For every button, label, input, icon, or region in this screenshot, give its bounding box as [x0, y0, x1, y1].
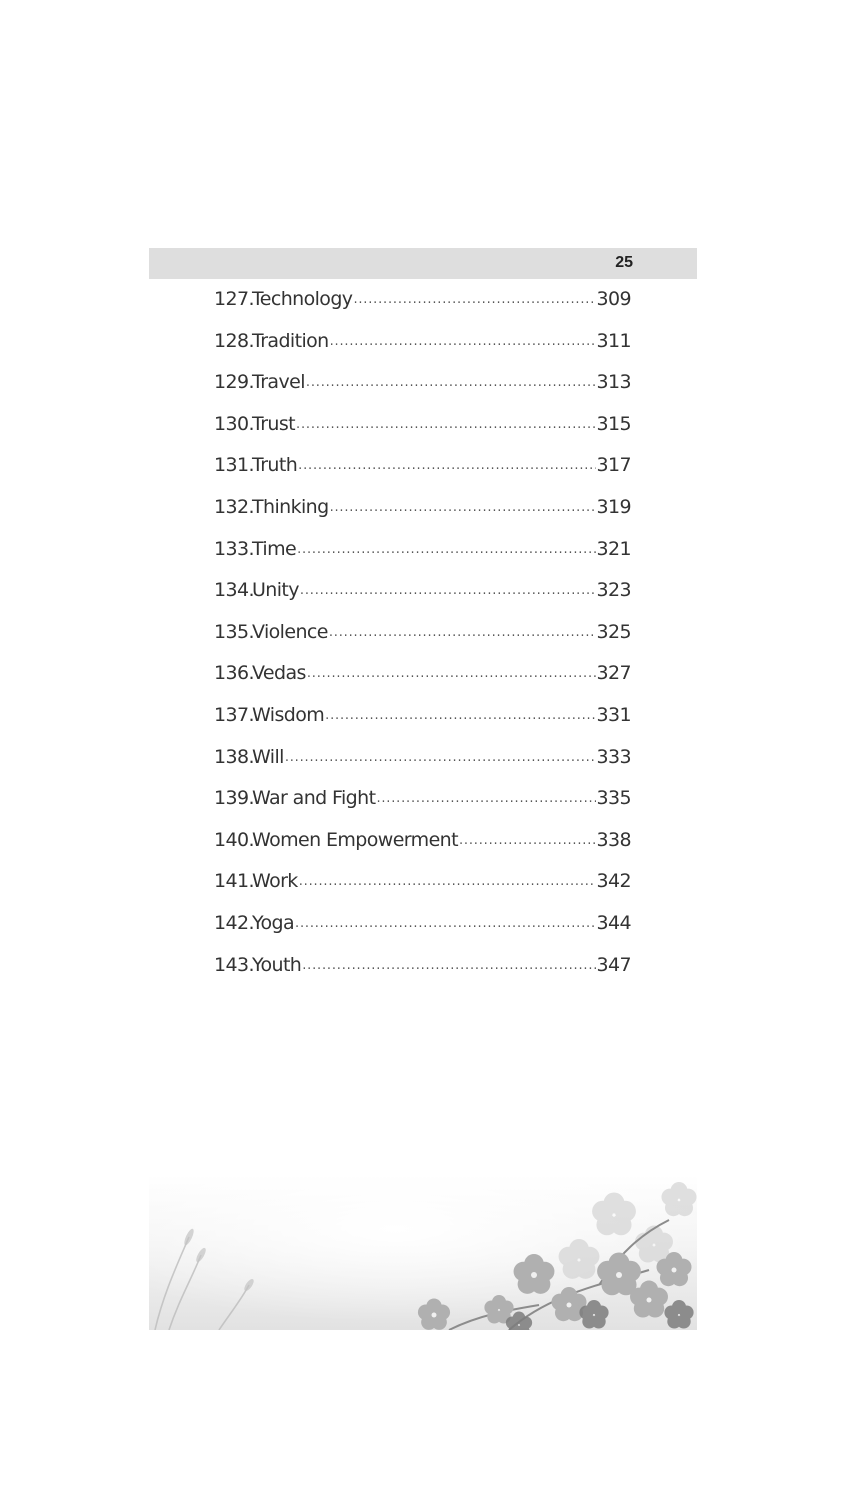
toc-entry-page: 309 [596, 288, 631, 310]
toc-entry-title: Yoga [252, 911, 295, 934]
dot-leader [307, 660, 596, 679]
toc-entry-page: 319 [596, 495, 631, 518]
dot-leader [353, 286, 595, 305]
toc-entry-title: Violence [252, 620, 328, 643]
page-number: 25 [615, 254, 633, 271]
toc-entry-number: 133. [214, 537, 254, 560]
toc-entry[interactable] [214, 827, 631, 869]
toc-entry-page: 347 [596, 953, 631, 976]
toc-entry-title: Tradition [252, 329, 329, 352]
toc-entry[interactable] [214, 286, 631, 328]
toc-entry-number: 136. [214, 662, 254, 685]
toc-entry[interactable] [214, 577, 631, 619]
toc-entry[interactable] [214, 702, 631, 744]
toc-entry-number: 137. [214, 703, 254, 726]
toc-entry[interactable] [214, 785, 631, 827]
toc-entry-number: 128. [214, 329, 254, 352]
toc-entry-page: 315 [596, 412, 631, 435]
toc-entry-title: Will [252, 745, 284, 768]
dot-leader [298, 452, 595, 471]
toc-entry[interactable] [214, 868, 631, 910]
toc-entry-page: 338 [596, 828, 631, 851]
toc-entry-title: Truth [252, 454, 298, 477]
toc-entry[interactable] [214, 910, 631, 952]
table-of-contents [214, 286, 631, 993]
toc-entry[interactable] [214, 328, 631, 370]
toc-entry-title: Trust [252, 412, 296, 435]
toc-entry-number: 127. [214, 288, 254, 310]
toc-entry-number: 134. [214, 579, 254, 602]
toc-entry-number: 140. [214, 828, 254, 851]
toc-entry-page: 335 [596, 787, 631, 810]
toc-entry-page: 342 [596, 870, 631, 893]
dot-leader [300, 577, 596, 596]
toc-entry-title: Work [252, 870, 298, 893]
dot-leader [330, 328, 596, 347]
toc-entry-number: 130. [214, 412, 254, 435]
page-header-bar [149, 248, 697, 279]
toc-entry-page: 323 [596, 579, 631, 602]
toc-entry[interactable] [214, 619, 631, 661]
toc-entry-page: 313 [596, 371, 631, 394]
toc-entry-page: 321 [596, 537, 631, 560]
toc-entry-title: Vedas [252, 662, 306, 685]
toc-entry-number: 141. [214, 870, 254, 893]
toc-entry[interactable] [214, 744, 631, 786]
toc-entry-title: Wisdom [252, 703, 325, 726]
dot-leader [329, 619, 596, 638]
toc-entry[interactable] [214, 411, 631, 453]
toc-entry-title: Unity [252, 579, 299, 602]
dot-leader [299, 868, 596, 887]
dot-leader [325, 702, 595, 721]
toc-entry-number: 135. [214, 620, 254, 643]
toc-entry-title: Youth [252, 953, 302, 976]
toc-entry-number: 139. [214, 787, 254, 810]
toc-entry[interactable] [214, 369, 631, 411]
toc-entry-page: 327 [596, 662, 631, 685]
toc-entry-title: War and Fight [252, 787, 376, 810]
dot-leader [295, 910, 596, 929]
toc-entry-page: 311 [596, 329, 631, 352]
toc-entry-page: 317 [596, 454, 631, 477]
toc-entry-number: 142. [214, 911, 254, 934]
toc-entry-title: Technology [252, 288, 353, 310]
flower-blossom-illustration [149, 1175, 697, 1330]
toc-entry-number: 132. [214, 495, 254, 518]
toc-entry-page: 333 [596, 745, 631, 768]
toc-entry-number: 143. [214, 953, 254, 976]
toc-entry[interactable] [214, 494, 631, 536]
dot-leader [376, 785, 595, 804]
toc-entry-number: 138. [214, 745, 254, 768]
toc-entry[interactable] [214, 952, 631, 994]
toc-entry-number: 129. [214, 371, 254, 394]
toc-entry[interactable] [214, 660, 631, 702]
toc-entry-page: 325 [596, 620, 631, 643]
dot-leader [297, 536, 595, 555]
toc-entry-page: 331 [596, 703, 631, 726]
dot-leader [296, 411, 596, 430]
toc-entry-title: Women Empowerment [252, 828, 458, 851]
dot-leader [459, 827, 596, 846]
dot-leader [306, 369, 596, 388]
toc-entry-page: 344 [596, 911, 631, 934]
dot-leader [285, 744, 596, 763]
toc-entry-number: 131. [214, 454, 254, 477]
toc-entry-title: Travel [252, 371, 305, 394]
toc-entry[interactable] [214, 536, 631, 578]
toc-entry-title: Thinking [252, 495, 329, 518]
dot-leader [330, 494, 596, 513]
toc-entry-title: Time [252, 537, 297, 560]
dot-leader [302, 952, 595, 971]
toc-entry[interactable] [214, 452, 631, 494]
